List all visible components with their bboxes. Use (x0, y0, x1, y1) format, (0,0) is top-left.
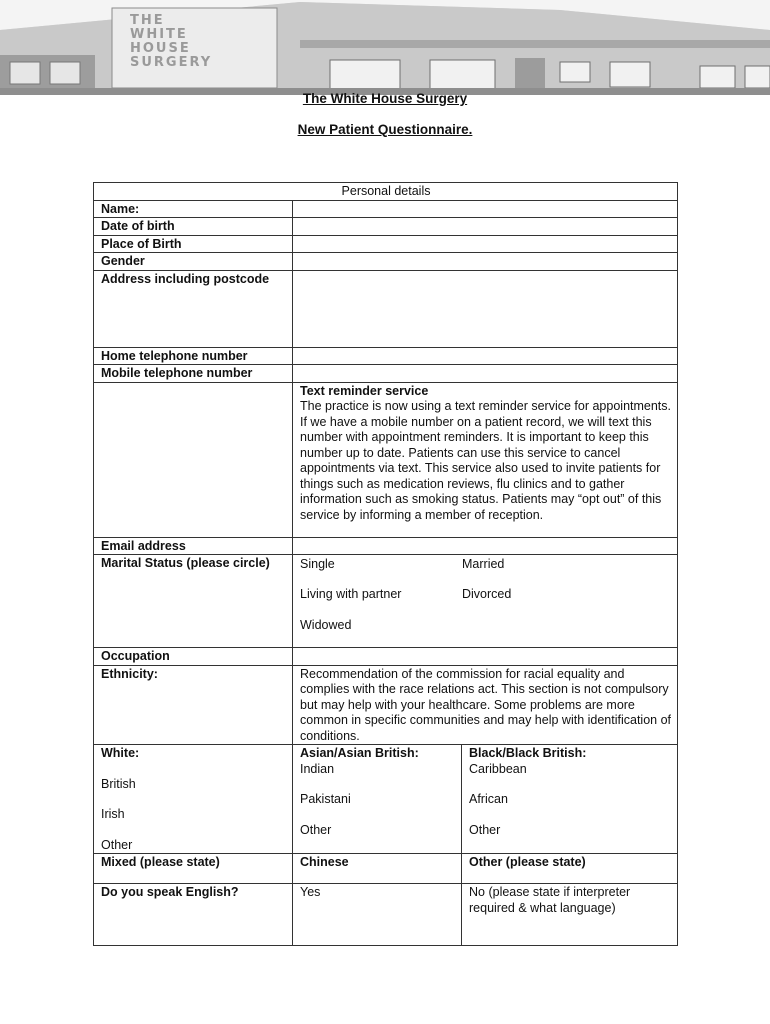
address-label: Address including postcode (94, 270, 293, 347)
header-banner-photo (0, 0, 770, 95)
english-no-option[interactable]: No (please state if interpreter required & what language) (462, 884, 678, 946)
table-row (94, 253, 678, 271)
english-yes-option[interactable]: Yes (293, 884, 462, 946)
sign-line: HOUSE (130, 41, 191, 56)
marital-option-single[interactable]: Single (300, 557, 335, 571)
sign-line: SURGERY (130, 55, 213, 70)
table-row (94, 270, 678, 347)
text-reminder-title: Text reminder service (300, 383, 429, 398)
pob-field[interactable] (293, 235, 678, 253)
asian-option-pakistani[interactable]: Pakistani (300, 792, 351, 806)
asian-cell (293, 745, 462, 854)
gender-field[interactable] (293, 253, 678, 271)
pob-label: Place of Birth (94, 235, 293, 253)
white-heading: White: (101, 746, 140, 760)
table-row (94, 365, 678, 383)
black-option-african[interactable]: African (469, 792, 508, 806)
marital-options (293, 555, 678, 648)
address-field[interactable] (293, 270, 678, 347)
table-row (94, 854, 678, 884)
white-option-other[interactable]: Other (101, 837, 133, 852)
table-row (94, 884, 678, 946)
surgery-sign (130, 14, 212, 70)
table-row (94, 745, 678, 854)
dob-field[interactable] (293, 218, 678, 236)
email-label: Email address (94, 537, 293, 555)
mobile-blank-cell (94, 382, 293, 537)
gender-label: Gender (94, 253, 293, 271)
dob-label: Date of birth (94, 218, 293, 236)
black-option-other[interactable]: Other (469, 822, 501, 837)
english-question: Do you speak English? (94, 884, 293, 946)
name-field[interactable] (293, 200, 678, 218)
mobile-tel-field[interactable] (293, 365, 678, 383)
home-tel-label: Home telephone number (94, 347, 293, 365)
table-row (94, 382, 678, 537)
table-row (94, 347, 678, 365)
black-option-caribbean[interactable]: Caribbean (469, 761, 527, 776)
table-row (94, 183, 678, 201)
mobile-tel-label: Mobile telephone number (94, 365, 293, 383)
ethnicity-note: Recommendation of the commission for racial equality and complies with the race relations act. This section is not compulsory but may help with your healthcare. Some problems are more common in specific communities and may help with identification of conditions. (293, 665, 678, 745)
other-ethnic-option[interactable]: Other (please state) (462, 854, 678, 884)
sign-line: WHITE (130, 27, 188, 42)
marital-option-divorced[interactable]: Divorced (462, 587, 512, 601)
black-heading: Black/Black British: (469, 746, 587, 760)
text-reminder-cell (293, 382, 678, 537)
occupation-label: Occupation (94, 648, 293, 666)
sign-line: THE (130, 13, 165, 28)
asian-option-other[interactable]: Other (300, 822, 332, 837)
text-reminder-body: The practice is now using a text reminder service for appointments. If we have a mobile number on a patient record, we will text this number with appointment reminders. It is important to keep this number up to date. Patients can use this service to cancel appointments via text. This service also used to invite patients for things such as medication reviews, flu clinics and to gather information such as smoking status. Patients may “opt out” of this service by informing a member of reception. (300, 399, 672, 522)
mixed-option[interactable]: Mixed (please state) (94, 854, 293, 884)
table-row (94, 555, 678, 648)
table-row (94, 218, 678, 236)
home-tel-field[interactable] (293, 347, 678, 365)
document-title: The White House Surgery (302, 91, 468, 106)
table-row (94, 648, 678, 666)
ethnicity-label: Ethnicity: (94, 665, 293, 745)
name-label: Name: (94, 200, 293, 218)
white-option-irish[interactable]: Irish (101, 807, 125, 821)
marital-option-married[interactable]: Married (462, 557, 505, 571)
marital-option-living[interactable]: Living with partner (300, 587, 402, 601)
section-heading: Personal details (94, 183, 678, 201)
questionnaire-table (93, 182, 678, 946)
building-illustration (0, 0, 770, 95)
marital-option-widowed[interactable]: Widowed (300, 618, 352, 632)
table-row (94, 537, 678, 555)
table-row (94, 235, 678, 253)
document-subtitle: New Patient Questionnaire. (297, 122, 473, 137)
black-cell (462, 745, 678, 854)
white-cell (94, 745, 293, 854)
white-option-british[interactable]: British (101, 776, 136, 791)
occupation-field[interactable] (293, 648, 678, 666)
asian-heading: Asian/Asian British: (300, 746, 419, 760)
table-row (94, 665, 678, 745)
asian-option-indian[interactable]: Indian (300, 761, 335, 776)
marital-label: Marital Status (please circle) (94, 555, 293, 648)
email-field[interactable] (293, 537, 678, 555)
chinese-option[interactable]: Chinese (293, 854, 462, 884)
table-row (94, 200, 678, 218)
